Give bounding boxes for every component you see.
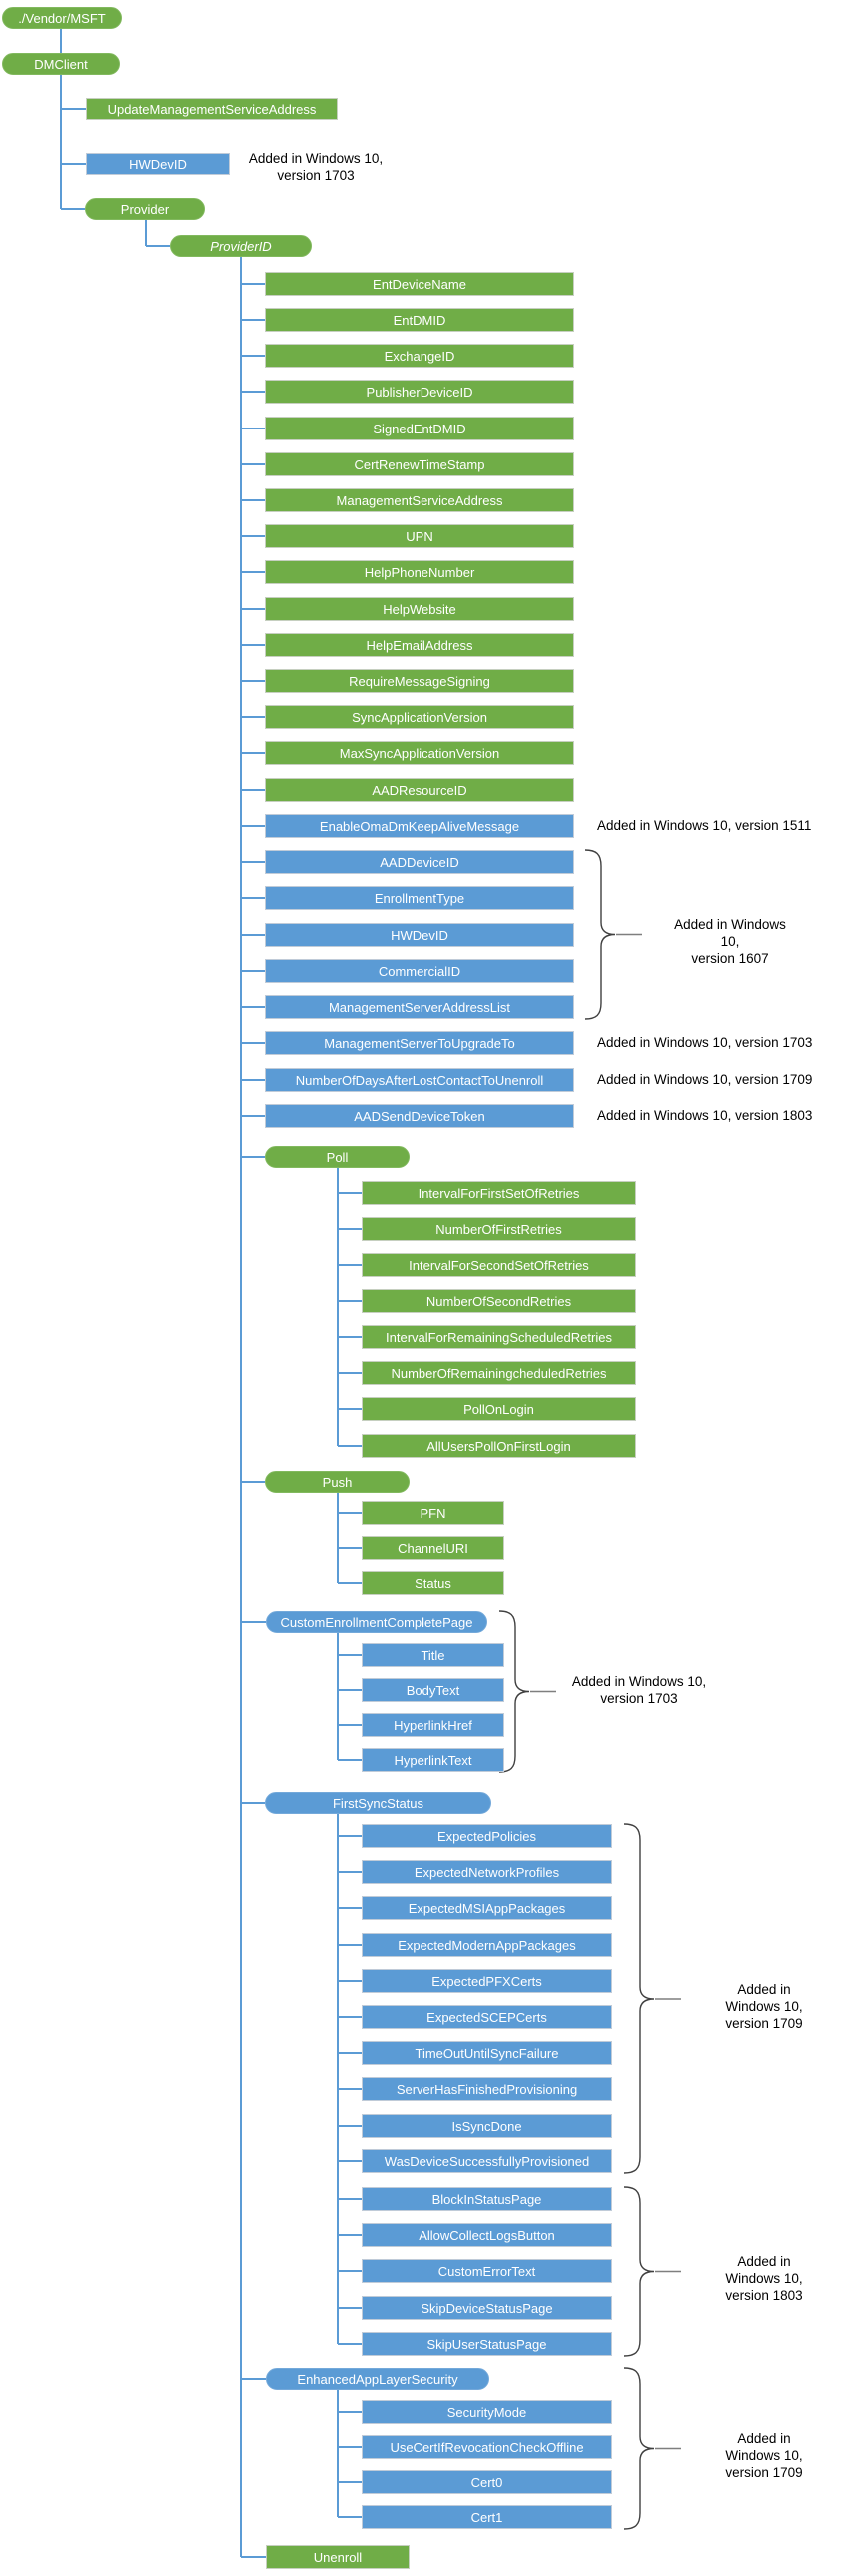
annotation-line: Added in Windows 10, version 1511	[597, 818, 812, 833]
annotation-line: version 1703	[277, 168, 355, 183]
node-poll: Poll	[265, 1146, 410, 1168]
node-upn: UPN	[265, 524, 574, 548]
node-pollonlogin: PollOnLogin	[362, 1397, 636, 1421]
node-aaddeviceid: AADDeviceID	[265, 850, 574, 874]
version-annotation	[673, 916, 787, 967]
node-publisherdeviceid: PublisherDeviceID	[265, 380, 574, 404]
node-aadresourceid: AADResourceID	[265, 778, 574, 802]
node-requiremessagesigning: RequireMessageSigning	[265, 669, 574, 693]
node-unenroll: Unenroll	[266, 2545, 410, 2569]
annotation-line: Added in Windows 10,	[725, 2254, 803, 2286]
node-entdmid: EntDMID	[265, 308, 574, 332]
node-intervalforsecondsetofretries: IntervalForSecondSetOfRetries	[362, 1253, 636, 1277]
version-annotation	[724, 2253, 804, 2304]
node-bodytext: BodyText	[362, 1678, 504, 1702]
node-numberoffirstretries: NumberOfFirstRetries	[362, 1217, 636, 1241]
node-allowcollectlogsbutton: AllowCollectLogsButton	[362, 2223, 612, 2247]
node-channeluri: ChannelURI	[362, 1536, 504, 1560]
node-expectedmodernapppackages: ExpectedModernAppPackages	[362, 1933, 612, 1957]
node-push: Push	[265, 1471, 410, 1493]
version-annotation	[572, 1673, 706, 1707]
annotation-line: Added in Windows 10, version 1803	[597, 1108, 813, 1123]
node-managementserviceaddress: ManagementServiceAddress	[265, 488, 574, 512]
node-enableomadmkeepalivemessage: EnableOmaDmKeepAliveMessage	[265, 814, 574, 838]
node-enhancedapplayersecurity: EnhancedAppLayerSecurity	[266, 2368, 489, 2390]
node-commercialid: CommercialID	[265, 959, 574, 983]
version-annotation	[597, 1107, 812, 1124]
node-status: Status	[362, 1571, 504, 1595]
node-hwdevid: HWDevID	[86, 153, 230, 175]
node-enrollmenttype: EnrollmentType	[265, 886, 574, 910]
annotation-line: version 1803	[725, 2288, 803, 2303]
node-signedentdmid: SignedEntDMID	[265, 417, 574, 440]
node-intervalforfirstsetofretries: IntervalForFirstSetOfRetries	[362, 1181, 636, 1205]
version-annotation	[597, 1034, 812, 1051]
node-helpphonenumber: HelpPhoneNumber	[265, 560, 574, 584]
node-certrenewtimestamp: CertRenewTimeStamp	[265, 452, 574, 476]
node-aadsenddevicetoken: AADSendDeviceToken	[265, 1104, 574, 1128]
node-syncapplicationversion: SyncApplicationVersion	[265, 705, 574, 729]
node-maxsyncapplicationversion: MaxSyncApplicationVersion	[265, 741, 574, 765]
node-managementservertoupgradeto: ManagementServerToUpgradeTo	[265, 1031, 574, 1055]
node-numberofremainingcheduledretries: NumberOfRemainingcheduledRetries	[362, 1361, 636, 1385]
node-helpwebsite: HelpWebsite	[265, 597, 574, 621]
node-entdevicename: EntDeviceName	[265, 272, 574, 296]
version-annotation	[249, 150, 383, 184]
node-numberofsecondretries: NumberOfSecondRetries	[362, 1289, 636, 1313]
node-numberofdaysafterlostcontacttounenroll: NumberOfDaysAfterLostContactToUnenroll	[265, 1068, 574, 1092]
annotation-line: Added in Windows 10,	[248, 151, 384, 166]
node-exchangeid: ExchangeID	[265, 344, 574, 368]
annotation-line: Added in Windows 10,	[725, 1982, 803, 2014]
node-providerid: ProviderID	[170, 235, 312, 257]
node-hyperlinkhref: HyperlinkHref	[362, 1713, 504, 1737]
node-dmclient: DMClient	[2, 53, 120, 75]
node-hyperlinktext: HyperlinkText	[362, 1748, 504, 1772]
node-cert0: Cert0	[362, 2470, 612, 2494]
node-skipuserstatuspage: SkipUserStatusPage	[362, 2332, 612, 2356]
node-usecertifrevocationcheckoffline: UseCertIfRevocationCheckOffline	[362, 2435, 612, 2459]
annotation-line: version 1709	[725, 2465, 803, 2480]
node-updatemanagementserviceaddress: UpdateManagementServiceAddress	[86, 98, 338, 120]
node-managementserveraddresslist: ManagementServerAddressList	[265, 995, 574, 1019]
annotation-line: Added in Windows 10,	[571, 1674, 707, 1689]
node-expectednetworkprofiles: ExpectedNetworkProfiles	[362, 1860, 612, 1884]
node-expectedpfxcerts: ExpectedPFXCerts	[362, 1969, 612, 1993]
node-issyncdone: IsSyncDone	[362, 2114, 612, 2138]
node-cert1: Cert1	[362, 2505, 612, 2529]
node-blockinstatuspage: BlockInStatusPage	[362, 2187, 612, 2211]
node-skipdevicestatuspage: SkipDeviceStatusPage	[362, 2296, 612, 2320]
node-serverhasfinishedprovisioning: ServerHasFinishedProvisioning	[362, 2077, 612, 2101]
version-annotation	[724, 2430, 804, 2481]
annotation-line: Added in Windows 10,	[674, 917, 786, 949]
node-alluserspollonfirstlogin: AllUsersPollOnFirstLogin	[362, 1434, 636, 1458]
node-title: Title	[362, 1643, 504, 1667]
version-annotation	[597, 817, 811, 834]
annotation-line: version 1703	[600, 1691, 678, 1706]
node-expectedscepcerts: ExpectedSCEPCerts	[362, 2005, 612, 2029]
version-annotation	[724, 1981, 804, 2032]
node-timeoutuntilsyncfailure: TimeOutUntilSyncFailure	[362, 2041, 612, 2065]
node-expectedmsiapppackages: ExpectedMSIAppPackages	[362, 1896, 612, 1920]
annotation-line: Added in Windows 10, version 1709	[597, 1072, 813, 1087]
annotation-line: Added in Windows 10,	[725, 2431, 803, 2463]
node-customenrollmentcompletepage: CustomEnrollmentCompletePage	[266, 1611, 487, 1633]
node-wasdevicesuccessfullyprovisioned: WasDeviceSuccessfullyProvisioned	[362, 2149, 612, 2173]
annotation-line: Added in Windows 10, version 1703	[597, 1035, 813, 1050]
version-annotation	[597, 1071, 812, 1088]
node-firstsyncstatus: FirstSyncStatus	[265, 1792, 491, 1814]
node-helpemailaddress: HelpEmailAddress	[265, 633, 574, 657]
node-intervalforremainingscheduledretries: IntervalForRemainingScheduledRetries	[362, 1325, 636, 1349]
node-pfn: PFN	[362, 1501, 504, 1525]
node-hwdevid: HWDevID	[265, 923, 574, 947]
annotation-line: version 1709	[725, 2016, 803, 2031]
node-provider: Provider	[85, 198, 205, 220]
annotation-line: version 1607	[691, 951, 769, 966]
node-securitymode: SecurityMode	[362, 2400, 612, 2424]
node-expectedpolicies: ExpectedPolicies	[362, 1824, 612, 1848]
node-vendor-msft: ./Vendor/MSFT	[2, 7, 122, 29]
node-customerrortext: CustomErrorText	[362, 2259, 612, 2283]
